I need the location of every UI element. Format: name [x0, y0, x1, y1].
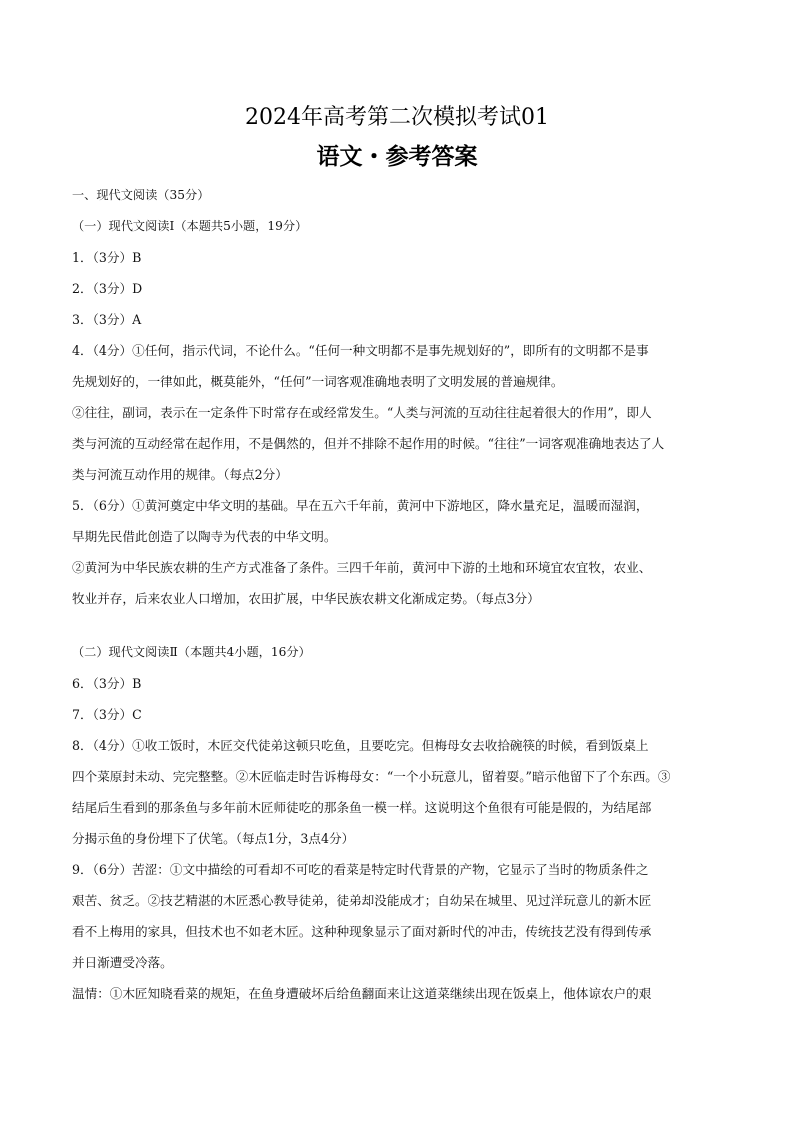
subsection-heading-reading-2: （二）现代文阅读Ⅱ（本题共4小题，16分） [72, 645, 311, 659]
answer-q4-line: 先规划好的，一律如此，概莫能外，“任何”一词客观准确地表明了文明发展的普遍规律。 [72, 374, 564, 389]
answer-q6: 6．（3分）B [72, 676, 142, 691]
answer-q2: 2．（3分）D [72, 281, 143, 296]
subsection-heading-reading-1: （一）现代文阅读Ⅰ（本题共5小题，19分） [72, 219, 308, 233]
answer-q7: 7．（3分）C [72, 707, 142, 722]
answer-q1: 1．（3分）B [72, 250, 142, 265]
section-heading-modern-reading: 一、现代文阅读（35分） [72, 188, 210, 202]
answer-q8-line: 结尾后生看到的那条鱼与多年前木匠师徒吃的那条鱼一模一样。这说明这个鱼很有可能是假的，为结尾部 [72, 800, 652, 815]
answer-q8-line: 四个菜原封未动、完完整整。②木匠临走时告诉梅母女：“一个小玩意儿，留着耍。”暗示他留下了个东西。③ [72, 769, 671, 784]
document-title: 2024年高考第二次模拟考试01 [245, 105, 549, 130]
section-gap [72, 614, 736, 637]
answer-q5-line: 5．（6分）①黄河奠定中华文明的基础。早在五六千年前，黄河中下游地区，降水量充足，温暖而湿润， [72, 498, 649, 513]
answer-q4-line: 类与河流互动作用的规律。（每点2分） [72, 467, 288, 482]
answer-q9-line: 看不上梅用的家具，但技术也不如老木匠。这种种现象显示了面对新时代的冲击，传统技艺没有得到传承 [72, 924, 652, 939]
answer-q9-line: 并日渐遭受冷落。 [72, 955, 173, 970]
answer-q4-line: 类与河流的互动经常在起作用，不是偶然的，但并不排除不起作用的时候。“往往”一词客观准确地表达了人 [72, 436, 665, 451]
answer-q8-line: 8．（4分）①收工饭时，木匠交代徒弟这顿只吃鱼，且要吃完。但梅母女去收拾碗筷的时候，看到饭桌上 [72, 738, 649, 753]
document-subtitle: 语文・参考答案 [316, 143, 478, 170]
answer-q5-line: 早期先民借此创造了以陶寺为代表的中华文明。 [72, 529, 337, 544]
answer-q5-line: 牧业并存，后来农业人口增加，农田扩展，中华民族农耕文化渐成定势。（每点3分） [72, 591, 540, 606]
answer-q9-line: 温情：①木匠知晓看菜的规矩，在鱼身遭破坏后给鱼翻面来让这道菜继续出现在饭桌上，他体谅农户的艰 [72, 986, 652, 1001]
answer-q3: 3．（3分）A [72, 312, 142, 327]
answer-q4-line: 4．（4分）①任何，指示代词，不论什么。“任何一种文明都不是事先规划好的”，即所有的文明都不是事 [72, 343, 649, 358]
answer-q4-line: ②往往，副词，表示在一定条件下时常存在或经常发生。“人类与河流的互动往往起着很大的作用”，即人 [72, 405, 652, 420]
answer-q5-line: ②黄河为中华民族农耕的生产方式准备了条件。三四千年前，黄河中下游的土地和环境宜农宜牧，农业、 [72, 560, 652, 575]
answer-q9-line: 9．（6分）苦涩：①文中描绘的可看却不可吃的看菜是特定时代背景的产物，它显示了当时的物质条件之 [72, 862, 649, 877]
answer-q8-line: 分揭示鱼的身份埋下了伏笔。（每点1分，3点4分） [72, 831, 355, 846]
answer-q9-line: 艰苦、贫乏。②技艺精湛的木匠悉心教导徒弟，徒弟却没能成才；自幼呆在城里、见过洋玩意儿的新木匠 [72, 893, 652, 908]
answer-content [72, 180, 736, 1009]
